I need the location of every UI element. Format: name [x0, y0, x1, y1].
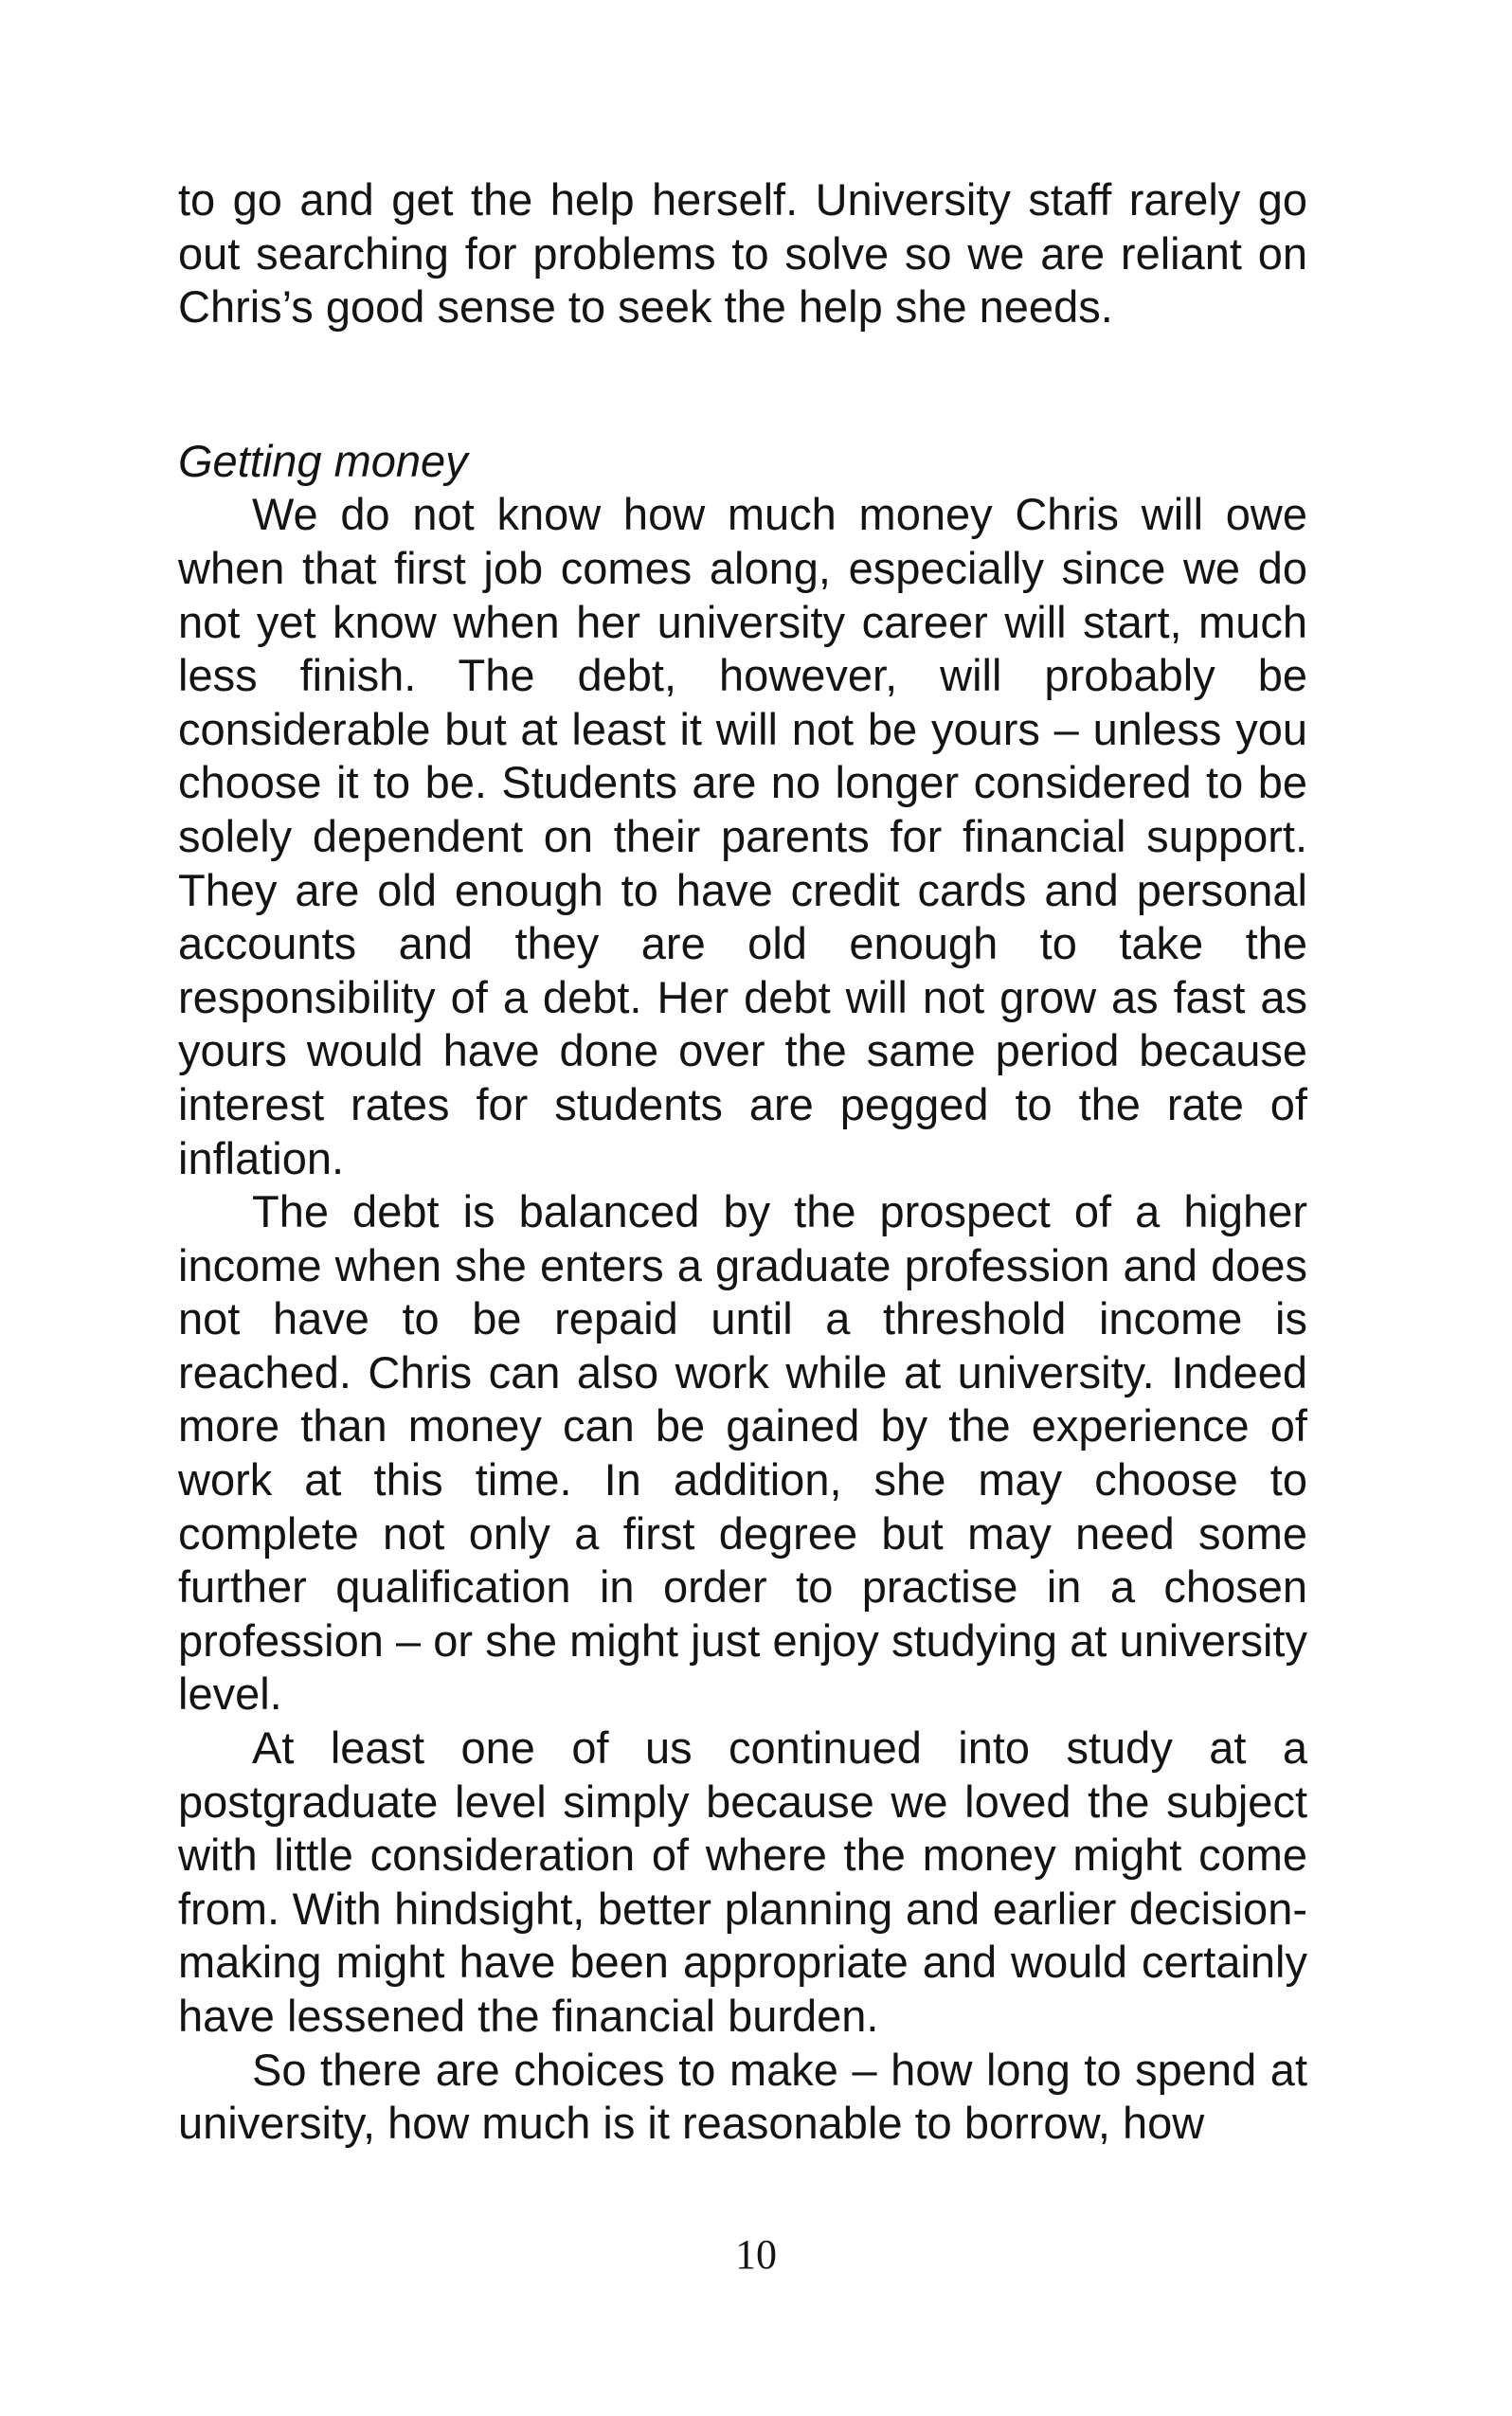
- paragraph-4: So there are choices to make – how long to spend at university, how much is it reasonable to borrow, how: [178, 2044, 1307, 2149]
- paragraph-3: At least one of us continued into study at a postgraduate level simply because we loved the subject with little consideration of where the money might come from. With hindsight, better planning and earlier decision-making might have been appropriate and would certainly have lessened the financial burden.: [178, 1722, 1307, 2041]
- paragraph-continued: to go and get the help herself. University staff rarely go out searching for problems to solve so we are reliant on Chris’s good sense to seek the help she needs.: [178, 174, 1307, 333]
- paragraph-1: We do not know how much money Chris will owe when that first job comes along, especially since we do not yet know when her university career will start, much less finish. The debt, however, will probably be considerable but at least it will not be yours – unless you choose it to be. Students are no longer considered to be solely dependent on their parents for financial support. They are old enough to have credit cards and personal accounts and they are old enough to take the responsibility of a debt. Her debt will not grow as fast as yours would have done over the same period because interest rates for students are pegged to the rate of inflation.: [178, 489, 1307, 1183]
- page-number: 10: [735, 2231, 777, 2278]
- section-heading: Getting money: [178, 435, 468, 486]
- paragraph-2: The debt is balanced by the prospect of a higher income when she enters a graduate profession and does not have to be repaid until a threshold income is reached. Chris can also work while at university. Indeed more than money can be gained by the experience of work at this time. In addition, she may choose to complete not only a first degree but may need some further qualification in order to practise in a chosen profession – or she might just enjoy studying at university level.: [178, 1186, 1307, 1720]
- body-text: [178, 173, 1307, 2151]
